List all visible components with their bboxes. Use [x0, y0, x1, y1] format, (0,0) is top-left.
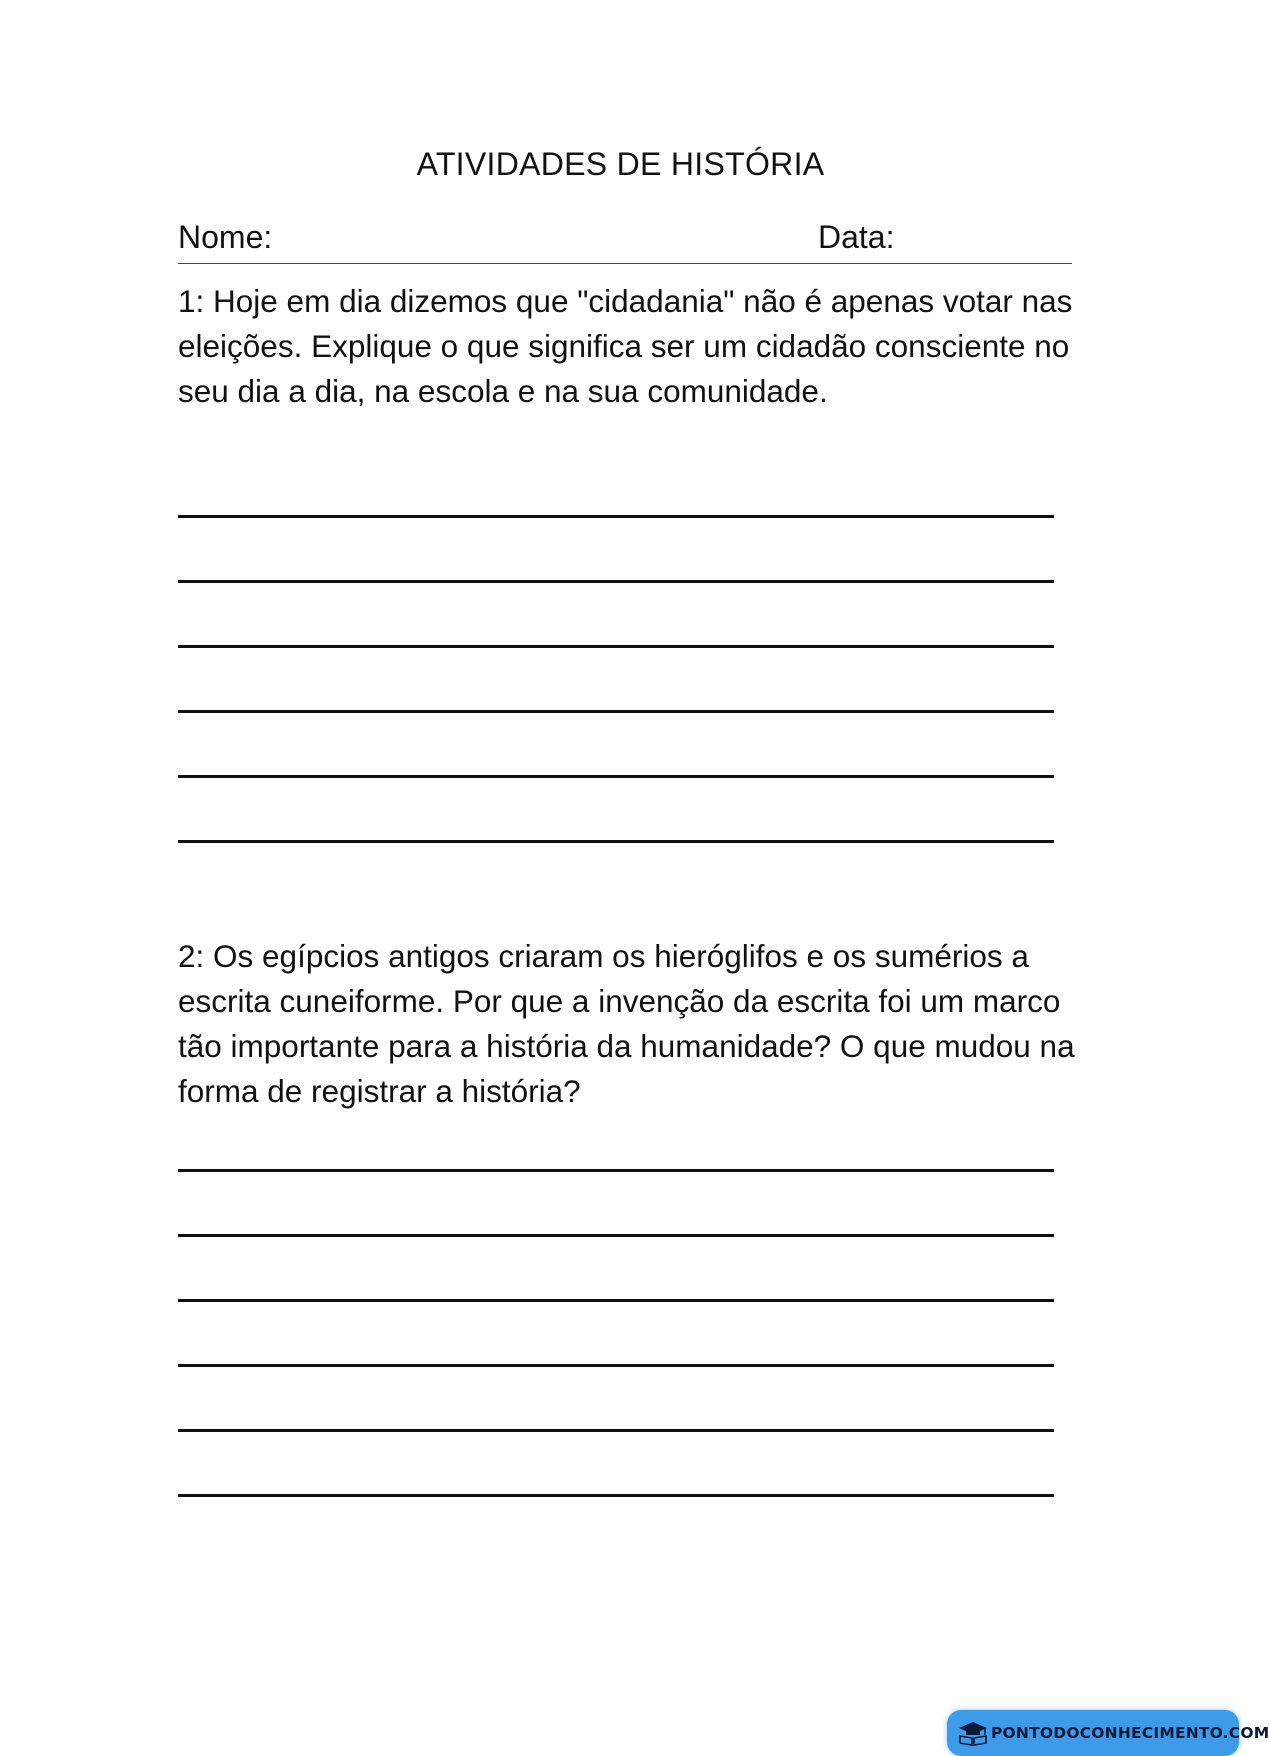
brand-badge[interactable]: [947, 1710, 1269, 1756]
name-label: Nome:: [178, 219, 273, 255]
page-title: ATIVIDADES DE HISTÓRIA: [416, 146, 825, 182]
question-2-text: 2: Os egípcios antigos criaram os hieróglifos e os sumérios a escrita cuneiforme. Por que a invenção da escrita foi um marco tão importante para a história da humanidade? O que mudou na forma de registrar a história?: [178, 938, 1075, 1109]
answer-line[interactable]: [178, 1494, 1054, 1497]
answer-line[interactable]: [178, 515, 1054, 518]
answer-line[interactable]: [178, 840, 1054, 843]
date-label: Data:: [818, 219, 895, 255]
answer-line[interactable]: [178, 1169, 1054, 1172]
answer-line[interactable]: [178, 1364, 1054, 1367]
graduation-book-icon: [957, 1719, 989, 1747]
student-info-row: [178, 213, 1072, 264]
brand-text: PONTODOCONHECIMENTO.COM: [991, 1724, 1269, 1742]
answer-line[interactable]: [178, 580, 1054, 583]
answer-line[interactable]: [178, 710, 1054, 713]
answer-line[interactable]: [178, 1234, 1054, 1237]
answer-line[interactable]: [178, 775, 1054, 778]
answer-line[interactable]: [178, 1299, 1054, 1302]
question-1-text: 1: Hoje em dia dizemos que "cidadania" não é apenas votar nas eleições. Explique o que significa ser um cidadão consciente no seu dia a dia, na escola e na sua comunidade.: [178, 283, 1073, 409]
answer-line[interactable]: [178, 645, 1054, 648]
answer-line[interactable]: [178, 1429, 1054, 1432]
